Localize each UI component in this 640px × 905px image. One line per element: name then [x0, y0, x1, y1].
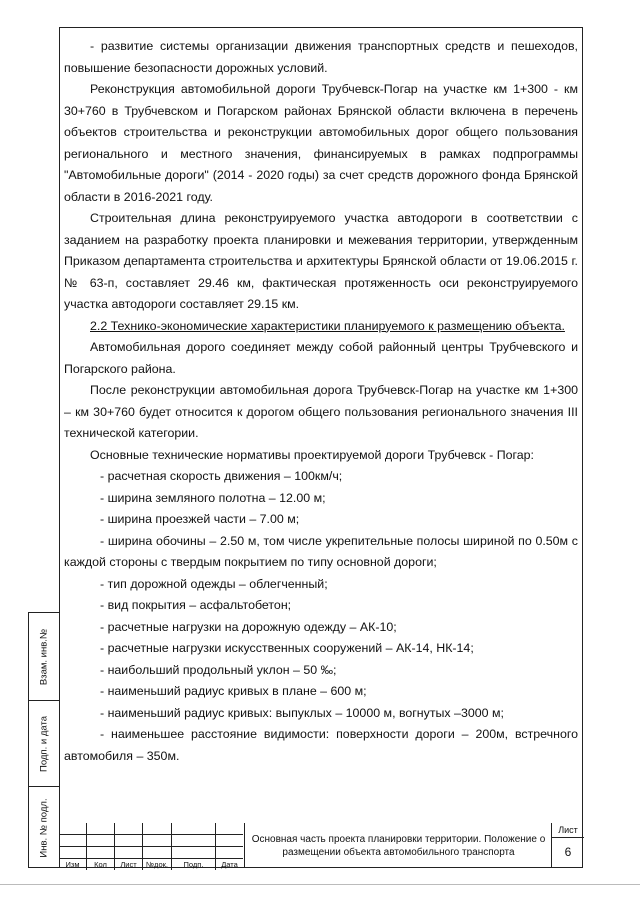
list-item: - наименьший радиус кривых: выпуклых – 10000 м, вогнутых –3000 м; — [100, 705, 504, 720]
list-item: - расчетные нагрузки на дорожную одежду – АК-10; — [100, 619, 397, 634]
sheet-label: Лист — [552, 823, 584, 838]
approval-sidebar — [28, 612, 59, 868]
document-title — [244, 823, 552, 868]
paragraph: После реконструкции автомобильная дорога Трубчевск-Погар на участке км 1+300 – км 30+760 будет относится к дорогом общего пользования регионального значения III технической категории. — [64, 383, 578, 440]
sheet-number: 6 — [564, 845, 572, 859]
paragraph: Реконструкция автомобильной дороги Трубчевск-Погар на участке км 1+300 - км 30+760 в Трубчевском и Погарском районах Брянской области включена в перечень объектов строительства и реконструкции автомобильных дорог общего пользования регионального и местного значения, финансируемых в рамках подпрограммы "Автомобильные дороги" (2014 - 2020 годы) за счет средств дорожного фонда Брянской области в 2016-2021 году. — [64, 82, 578, 204]
column-header: Лист — [115, 859, 143, 871]
sidebar-label: Инв. № подл. — [38, 798, 50, 858]
list-item: - расчетные нагрузки искусственных сооружений – АК-14, НК-14; — [100, 641, 474, 655]
list-item: - ширина земляного полотна – 12.00 м; — [100, 490, 326, 505]
column-header: Дата — [216, 859, 244, 871]
sidebar-cell-inventory — [29, 787, 59, 869]
list-item: - ширина обочины – 2.50 м, том числе укрепительные полосы шириной по 0.50м с каждой стороны с твердым покрытием по типу основной дороги; — [64, 533, 578, 569]
document-title-text: Основная часть проекта планировки территории. Положение о размещении объекта автомобильного транспорта — [251, 833, 546, 858]
paragraph: - развитие системы организации движения транспортных средств и пешеходов, повышение безопасности дорожных условий. — [64, 39, 578, 75]
sidebar-cell-replacement — [29, 613, 59, 701]
revision-table — [59, 823, 243, 870]
column-header: №док. — [143, 859, 172, 871]
sidebar-label: Взам. инв.№ — [38, 628, 50, 685]
paragraph: Строительная длина реконструируемого участка автодороги в соответствии с заданием на разработку проекта планировки и межевания территории, утвержденным Приказом департамента строительства и архитектуры Брянской области от 19.06.2015 г. № 63-п, составляет 29.46 км, фактическая протяженность оси реконструируемого участка автодороги составляет 29.15 км. — [64, 211, 578, 311]
document-body — [64, 36, 578, 767]
column-header: Кол — [87, 859, 115, 871]
list-item: - тип дорожной одежды – облегченный; — [100, 576, 328, 591]
paragraph: Автомобильная дорого соединяет между собой районный центры Трубчевского и Погарского района. — [64, 340, 578, 376]
list-item: - расчетная скорость движения – 100км/ч; — [100, 469, 343, 483]
sidebar-cell-signature — [29, 701, 59, 787]
column-header: Подп. — [172, 859, 216, 871]
list-item: - ширина проезжей части – 7.00 м; — [100, 512, 300, 526]
sidebar-label: Подп. и дата — [38, 715, 50, 772]
column-header: Изм — [59, 859, 87, 871]
sheet-box — [551, 823, 584, 868]
list-item: - наименьшее расстояние видимости: поверхности дороги – 200м, встречного автомобиля – 350м. — [64, 727, 578, 763]
list-item: - вид покрытия – асфальтобетон; — [100, 598, 292, 612]
list-item: - наименьший радиус кривых в плане – 600 м; — [100, 684, 367, 698]
paragraph: Основные технические нормативы проектируемой дороги Трубчевск - Погар: — [90, 447, 534, 462]
title-block — [59, 823, 583, 868]
page-edge-line — [0, 884, 640, 885]
list-item: - наибольший продольный уклон – 50 ‰; — [100, 662, 337, 677]
section-heading: 2.2 Технико-экономические характеристики планируемого к размещению объекта. — [90, 318, 565, 333]
